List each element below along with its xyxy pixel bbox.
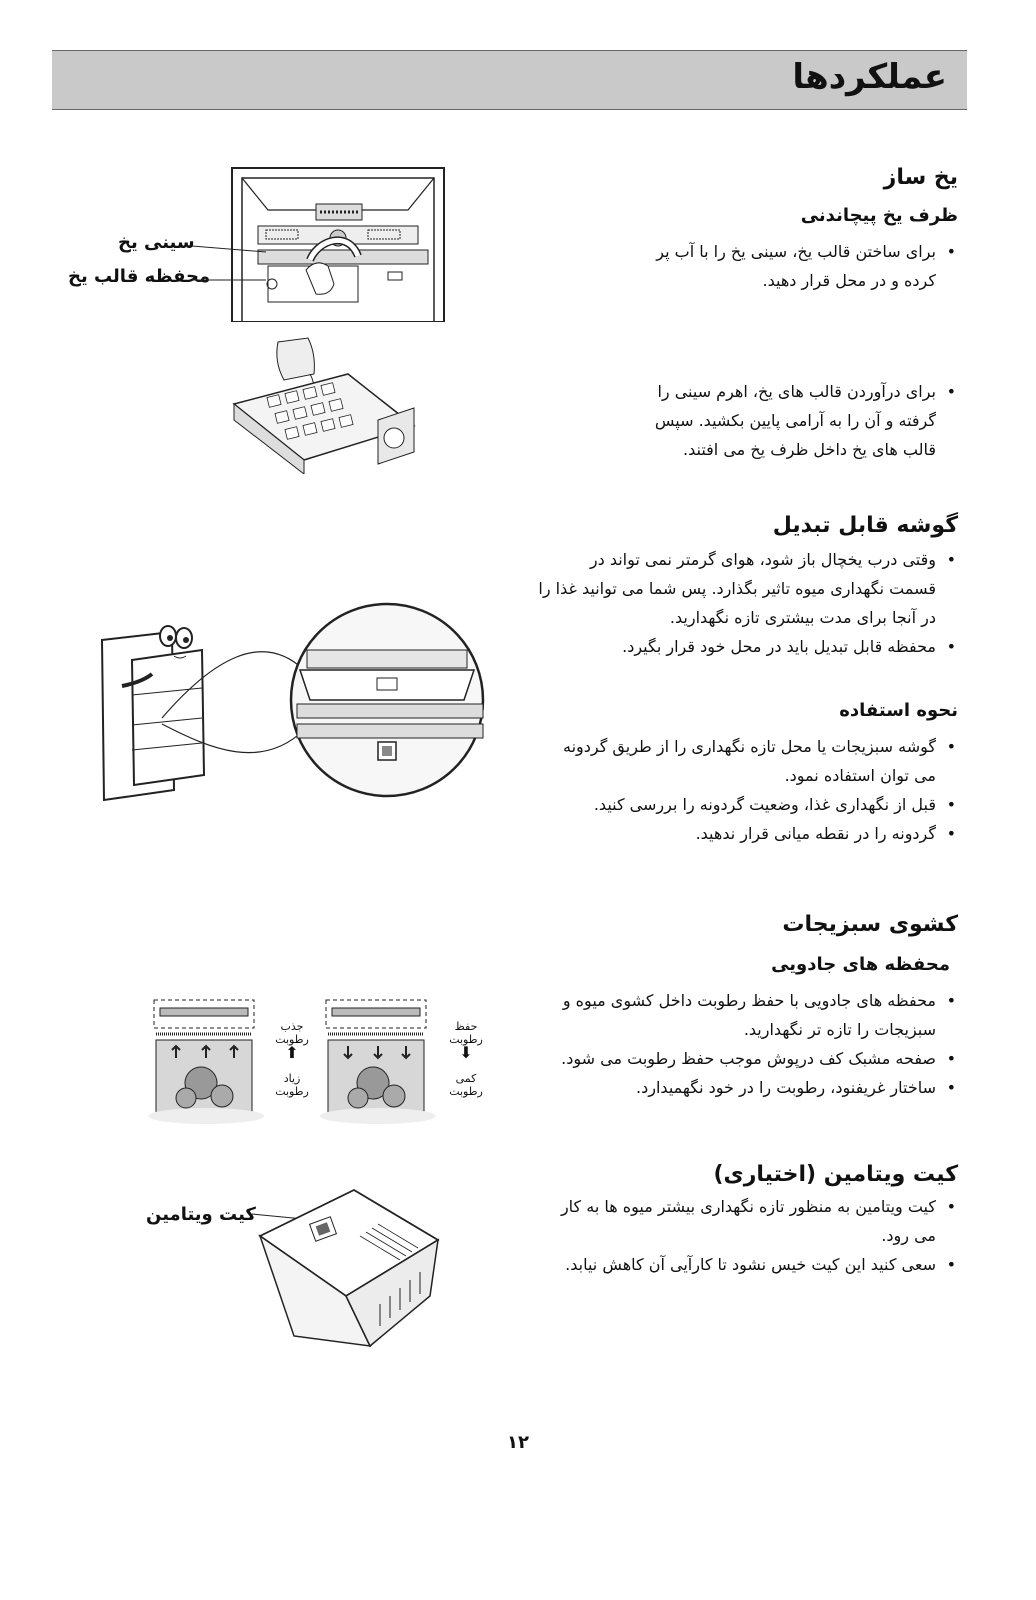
page-title: عملکردها	[792, 57, 947, 97]
vitamin-bullet-2: • سعی کنید این کیت خیس نشود تا کارآیی آن کاهش نیابد.	[538, 1250, 958, 1279]
page-number: ۱۲	[507, 1432, 529, 1453]
usage-bullet-1: • گوشه سبزیجات یا محل تازه نگهداری را از طریق گردونه می توان استفاده نمود.	[538, 732, 958, 790]
convertible-bullet-1: • وقتی درب یخچال باز شود، هوای گرمتر نمی تواند در قسمت نگهداری میوه تاثیر بگذارد. پس شما می توانید غذا را در آنجا برای مدت بیشتری تازه نگهدارید.	[538, 545, 958, 632]
vegetable-bullets	[518, 986, 958, 1102]
crisper-absorb-illustration	[146, 998, 266, 1126]
vitamin-heading: کیت ویتامین (اختیاری)	[713, 1162, 958, 1187]
down-arrow-icon: ⬇	[459, 1043, 473, 1062]
vitamin-bullet-1: • کیت ویتامین به منظور تازه نگهداری بیشتر میوه ها به کار می رود.	[538, 1192, 958, 1250]
usage-bullet-3: • گردونه را در نقطه میانی قرار ندهید.	[538, 819, 958, 848]
usage-heading: نحوه استفاده	[839, 700, 958, 721]
keep-humidity-label: حفظ رطوبت	[449, 1020, 483, 1046]
vegetable-bullet-2: • صفحه مشبک کف درپوش موجب حفظ رطوبت می شود.	[518, 1044, 958, 1073]
ice-heading: یخ ساز	[883, 165, 958, 190]
label-leader-lines	[190, 238, 270, 288]
ice-bullets-2	[628, 377, 958, 464]
ice-bullet-1: • برای ساختن قالب یخ، سینی یخ را با آب پر کرده و در محل قرار دهید.	[628, 237, 958, 295]
vitamin-bullets	[538, 1192, 958, 1279]
ice-subheading: ظرف یخ پیچاندنی	[800, 205, 958, 226]
ice-bullets-1	[628, 237, 958, 295]
high-humidity-label: زیاد رطوبت	[275, 1072, 309, 1098]
usage-bullets	[538, 732, 958, 848]
low-humidity-label: کمی رطوبت	[449, 1072, 483, 1098]
vegetable-bullet-3: • ساختار غریفنود، رطوبت را در خود نگهمیدارد.	[518, 1073, 958, 1102]
vegetable-bullet-1: • محفظه های جادویی با حفظ رطوبت داخل کشوی میوه و سبزیجات را تازه تر نگهدارید.	[518, 986, 958, 1044]
convertible-bullets	[538, 545, 958, 661]
up-arrow-icon: ⬆	[285, 1043, 299, 1062]
crisper-keep-illustration	[318, 998, 438, 1126]
ice-tray-pour-illustration	[228, 334, 418, 474]
header-bar	[52, 50, 967, 110]
vitamin-drawer-illustration	[250, 1186, 442, 1356]
ice-bin-label: محفظه قالب یخ	[68, 266, 211, 287]
convertible-bullet-2: • محفظه قابل تبدیل باید در محل خود قرار بگیرد.	[538, 632, 958, 661]
absorb-humidity-label: جذب رطوبت	[275, 1020, 309, 1046]
ice-bullet-2: • برای درآوردن قالب های یخ، اهرم سینی را گرفته و آن را به آرامی پایین بکشید. سپس قالب های یخ داخل ظرف یخ می افتند.	[628, 377, 958, 464]
usage-bullet-2: • قبل از نگهداری غذا، وضعیت گردونه را بررسی کنید.	[538, 790, 958, 819]
vegetable-heading: کشوی سبزیجات	[782, 912, 958, 937]
ice-tray-label: سینی یخ	[118, 232, 195, 253]
convertible-heading: گوشه قابل تبدیل	[772, 513, 958, 538]
fridge-cartoon-illustration	[92, 600, 492, 805]
vitamin-kit-label: کیت ویتامین	[146, 1204, 256, 1225]
vegetable-subheading: محفظه های جادویی	[771, 954, 950, 975]
